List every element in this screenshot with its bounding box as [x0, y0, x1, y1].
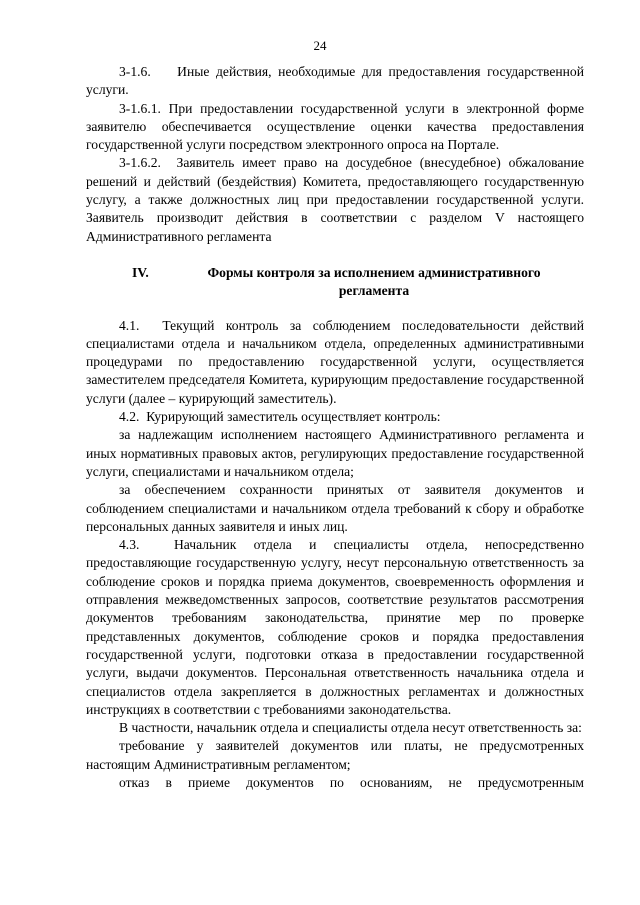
paragraph-control-item-2: за обеспечением сохранности принятых от заявителя документов и соблюдением специалистами и начальником отдела требований к сбору и обработке персональных данных заявителя и иных лиц.: [86, 482, 584, 534]
paragraph-responsibility-item-1: требование у заявителей документов или платы, не предусмотренных настоящим Административным регламентом;: [86, 738, 584, 772]
paragraph-3-1-6-1: 3-1.6.1. При предоставлении государственной услуги в электронной форме заявителю обеспечивается осуществление оценки качества предоставления государственной услуги посредством электронного опроса на Портале.: [86, 100, 584, 153]
paragraph-responsibility-intro: В частности, начальник отдела и специалисты отдела несут ответственность за:: [119, 720, 582, 736]
page-body: [86, 63, 584, 792]
paragraph-4-1: 4.1. Текущий контроль за соблюдением последовательности действий специалистами отдела и начальником отдела, определенных административными процедурами по предоставлению государственной услуги, осуществляется заместителем председателя Комитета, курирующим предоставление государственной услуги (далее – курирующий заместитель).: [86, 317, 584, 406]
paragraph-4-2: 4.2. Курирующий заместитель осуществляет контроль:: [119, 409, 441, 425]
paragraph-responsibility-item-2: отказ в приеме документов по основаниям, не предусмотренным: [119, 774, 584, 790]
section-number: IV.: [132, 264, 149, 280]
paragraph-4-3: 4.3. Начальник отдела и специалисты отдела, непосредственно предоставляющие государственную услугу, несут персональную ответственность за соблюдение сроков и порядка приема документов, своевременность оформления и отправления межведомственных запросов, соответствие результатов рассмотрения документов требованиям законодательства, принятие мер по проверке представленных документов, соблюдение сроков и порядка предоставления государственной услуги, подготовки отказа в предоставлении государственной услуги, выдачи документов. Персональная ответственность начальника отдела и специалистов отдела закрепляется в должностных регламентах и должностных инструкциях в соответствии с требованиями законодательства.: [86, 537, 584, 717]
section-title: Формы контроля за исполнением административного регламента: [207, 264, 541, 299]
paragraph-3-1-6-2: 3-1.6.2. Заявитель имеет право на досудебное (внесудебное) обжалование решений и действий (бездействия) Комитета, предоставляющего государственную услугу, а также должностных лиц при предоставлении государственной услуги. Заявитель производит действия в соответствии с разделом V настоящего Административного регламента: [86, 155, 584, 244]
paragraph-control-item-1: за надлежащим исполнением настоящего Административного регламента и иных нормативных правовых актов, регулирующих предоставление государственной услуги, специалистами и начальником отдела;: [86, 427, 584, 479]
section-heading: [86, 264, 584, 301]
page-number: 24: [313, 38, 327, 53]
paragraph-3-1-6: 3-1.6. Иные действия, необходимые для предоставления государственной услуги.: [86, 64, 584, 98]
